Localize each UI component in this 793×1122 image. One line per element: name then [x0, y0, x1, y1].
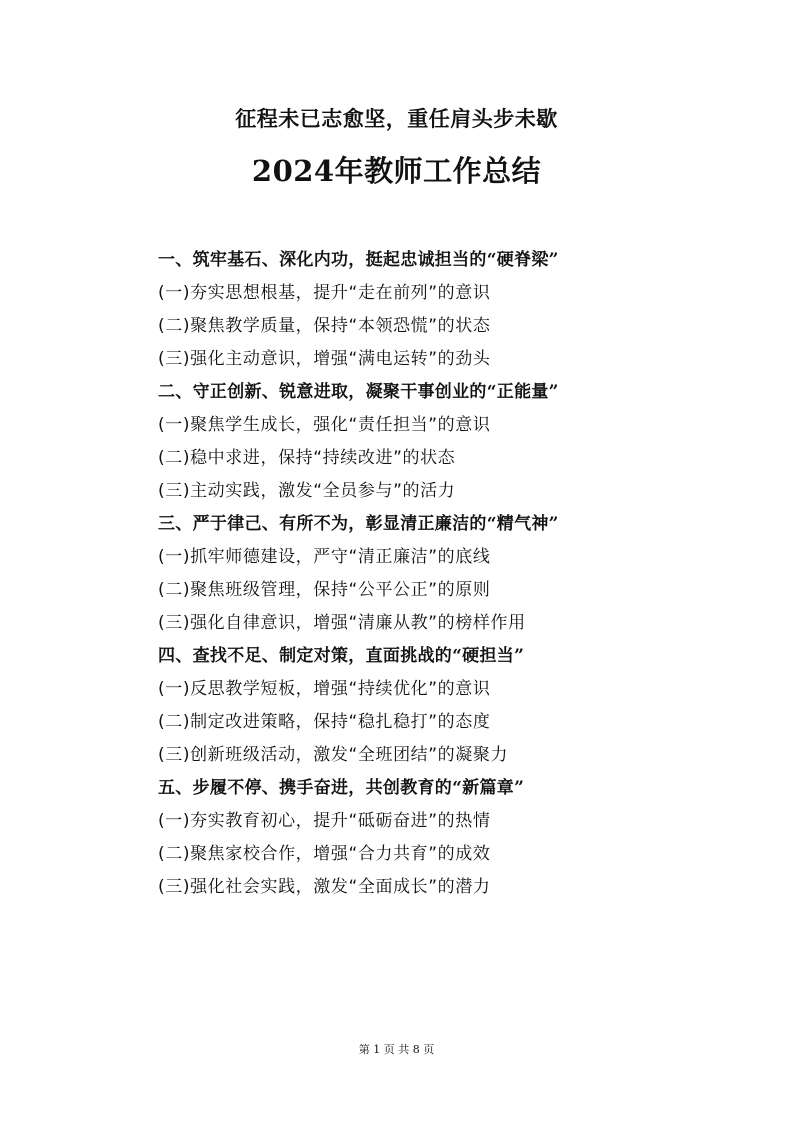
outline-subheading: (一)聚焦学生成长，强化“责任担当”的意识: [158, 415, 491, 435]
outline-subheading: (二)聚焦班级管理，保持“公平公正”的原则: [158, 580, 491, 600]
outline-heading: 五、步履不停、携手奋进，共创教育的“新篇章”: [158, 778, 525, 798]
document-subtitle: 征程未已志愈坚，重任肩头步未歇: [235, 106, 558, 131]
outline-subheading: (二)制定改进策略，保持“稳扎稳打”的态度: [158, 712, 491, 732]
page-number-label: 第 1 页 共 8 页: [358, 1043, 435, 1056]
outline-heading: 一、筑牢基石、深化内功，挺起忠诚担当的“硬脊梁”: [158, 250, 559, 270]
outline-subheading: (三)强化社会实践，激发“全面成长”的潜力: [158, 877, 491, 897]
outline-heading: 二、守正创新、锐意进取，凝聚干事创业的“正能量”: [158, 382, 559, 402]
outline-subheading: (三)创新班级活动，激发“全班团结”的凝聚力: [158, 745, 509, 765]
document-title: 2024年教师工作总结: [251, 154, 542, 188]
outline-subheading: (三)强化自律意识，增强“清廉从教”的榜样作用: [158, 613, 526, 633]
outline-heading: 三、严于律己、有所不为，彰显清正廉洁的“精气神”: [158, 514, 559, 534]
outline-subheading: (三)主动实践，激发“全员参与”的活力: [158, 481, 456, 501]
outline-subheading: (二)稳中求进，保持“持续改进”的状态: [158, 448, 456, 468]
outline-subheading: (二)聚焦家校合作，增强“合力共育”的成效: [158, 844, 491, 864]
outline-subheading: (二)聚焦教学质量，保持“本领恐慌”的状态: [158, 316, 491, 336]
outline-subheading: (一)抓牢师德建设，严守“清正廉洁”的底线: [158, 547, 491, 567]
outline-subheading: (一)夯实思想根基，提升“走在前列”的意识: [158, 283, 491, 303]
outline-subheading: (一)夯实教育初心，提升“砥砺奋进”的热情: [158, 811, 491, 831]
outline-heading: 四、查找不足、制定对策，直面挑战的“硬担当”: [158, 646, 525, 666]
outline-list: [158, 244, 658, 904]
page-footer: [0, 1042, 793, 1058]
outline-subheading: (三)强化主动意识，增强“满电运转”的劲头: [158, 349, 491, 369]
outline-subheading: (一)反思教学短板，增强“持续优化”的意识: [158, 679, 491, 699]
